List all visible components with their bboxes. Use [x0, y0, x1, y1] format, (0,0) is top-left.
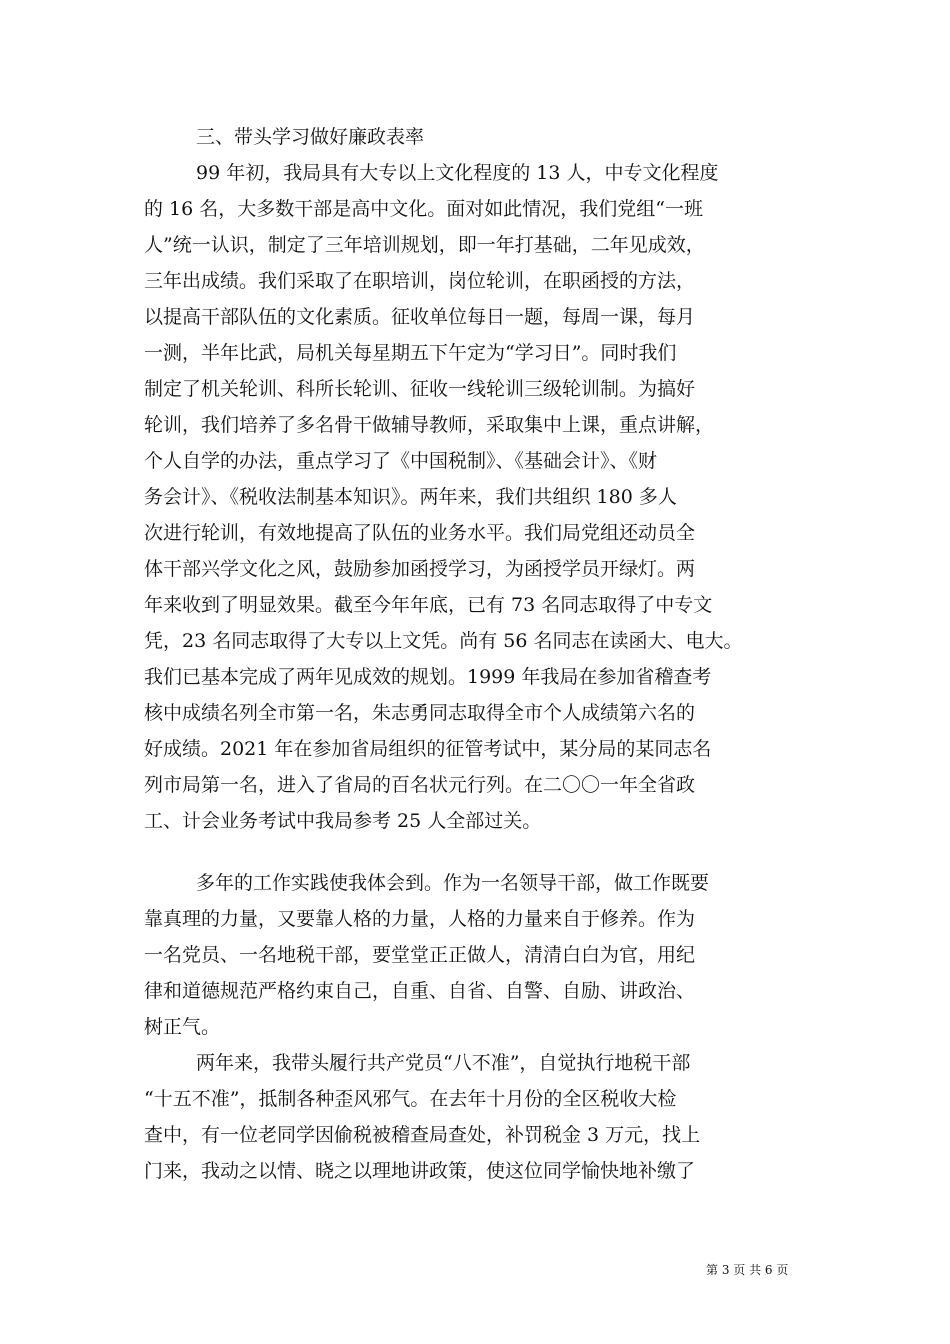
paragraph-1-line: 体干部兴学文化之风，鼓励参加函授学习，为函授学员开绿灯。两: [144, 558, 696, 580]
paragraph-3-line: 两年来，我带头履行共产党员“八不准”，自觉执行地税干部: [196, 1052, 691, 1074]
paragraph-1-line: 次进行轮训，有效地提高了队伍的业务水平。我们局党组还动员全: [144, 522, 696, 544]
paragraph-1-line: 凭，23 名同志取得了大专以上文凭。尚有 56 名同志在读函大、电大。: [144, 630, 743, 652]
paragraph-3-line: 查中，有一位老同学因偷税被稽查局查处，补罚税金 3 万元，找上: [144, 1124, 701, 1146]
paragraph-1-line: 列市局第一名，进入了省局的百名状元行列。在二〇〇一年全省政: [144, 774, 696, 796]
paragraph-3-line: “十五不准”，抵制各种歪风邪气。在去年十月份的全区税收大检: [144, 1088, 677, 1110]
paragraph-2-line: 多年的工作实践使我体会到。作为一名领导干部，做工作既要: [196, 872, 710, 894]
paragraph-1-line: 核中成绩名列全市第一名，朱志勇同志取得全市个人成绩第六名的: [144, 702, 696, 724]
paragraph-1-line: 一测，半年比武，局机关每星期五下午定为“学习日”。同时我们: [144, 342, 677, 364]
paragraph-1-line: 好成绩。2021 年在参加省局组织的征管考试中，某分局的某同志名: [144, 738, 712, 760]
paragraph-2-line: 律和道德规范严格约束自己，自重、自省、自警、自励、讲政治、: [144, 980, 696, 1002]
paragraph-1-line: 我们已基本完成了两年见成效的规划。1999 年我局在参加省稽查考: [144, 666, 712, 688]
paragraph-1-line: 三年出成绩。我们采取了在职培训，岗位轮训，在职函授的方法，: [144, 270, 696, 292]
paragraph-1-line: 的 16 名，大多数干部是高中文化。面对如此情况，我们党组“一班: [144, 198, 703, 220]
paragraph-1-line: 轮训，我们培养了多名骨干做辅导教师，采取集中上课，重点讲解，: [144, 414, 715, 436]
paragraph-1-line: 以提高干部队伍的文化素质。征收单位每日一题，每周一课，每月: [144, 306, 696, 328]
page-number-footer: 第 3 页 共 6 页: [706, 1263, 789, 1277]
paragraph-1-line: 99 年初，我局具有大专以上文化程度的 13 人，中专文化程度: [196, 162, 719, 184]
paragraph-1-line: 工、计会业务考试中我局参考 25 人全部过关。: [144, 810, 542, 832]
paragraph-3-line: 门来，我动之以情、晓之以理地讲政策，使这位同学愉快地补缴了: [144, 1160, 696, 1182]
paragraph-1-line: 个人自学的办法，重点学习了《中国税制》、《基础会计》、《财: [144, 450, 658, 472]
paragraph-2-line: 靠真理的力量，又要靠人格的力量，人格的力量来自于修养。作为: [144, 908, 696, 930]
paragraph-1-line: 务会计》、《税收法制基本知识》。两年来，我们共组织 180 多人: [144, 486, 677, 508]
paragraph-1-line: 人”统一认识，制定了三年培训规划，即一年打基础，二年见成效，: [144, 234, 705, 256]
paragraph-1-line: 制定了机关轮训、科所长轮训、征收一线轮训三级轮训制。为搞好: [144, 378, 696, 400]
paragraph-1-line: 年来收到了明显效果。截至今年年底，已有 73 名同志取得了中专文: [144, 594, 713, 616]
section-heading: 三、带头学习做好廉政表率: [196, 126, 425, 148]
paragraph-2-line: 一名党员、一名地税干部，要堂堂正正做人，清清白白为官，用纪: [144, 944, 696, 966]
paragraph-2-line: 树正气。: [144, 1016, 221, 1038]
